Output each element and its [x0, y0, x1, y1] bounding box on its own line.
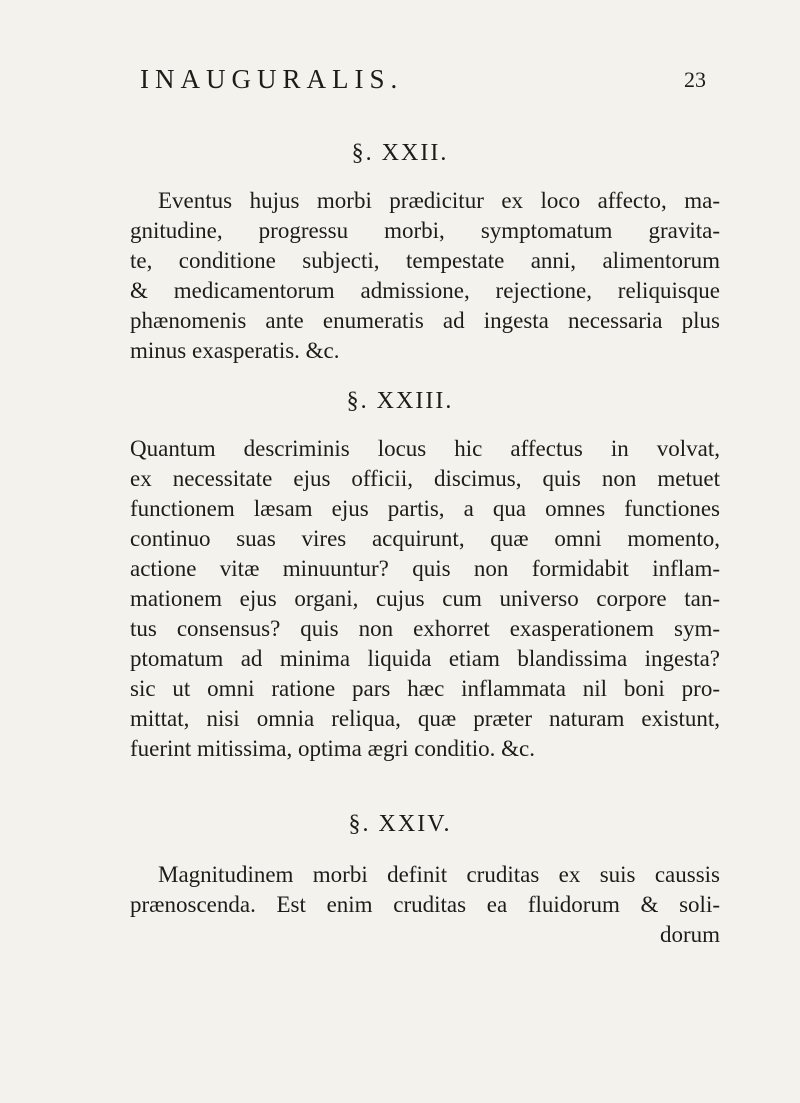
text-line: continuo suas vires acquirunt, quæ omni momento,: [130, 526, 720, 551]
section-xxii-text: [130, 186, 720, 366]
text-line: ptomatum ad minima liquida etiam blandissima ingesta?: [130, 646, 720, 671]
text-line: mittat, nisi omnia reliqua, quæ præter naturam existunt,: [130, 706, 720, 731]
text-line: sic ut omni ratione pars hæc inflammata nil boni pro-: [130, 676, 720, 701]
text-line: phænomenis ante enumeratis ad ingesta necessaria plus: [130, 308, 720, 333]
text-line: mationem ejus organi, cujus cum universo corpore tan-: [130, 586, 720, 611]
text-line: tus consensus? quis non exhorret exasperationem sym-: [130, 616, 720, 641]
text-line: actione vitæ minuuntur? quis non formidabit inflam-: [130, 556, 720, 581]
text-line: Quantum descriminis locus hic affectus in volvat,: [130, 436, 720, 461]
text-line: gnitudine, progressu morbi, symptomatum gravita-: [130, 218, 720, 243]
text-line: functionem læsam ejus partis, a qua omnes functiones: [130, 496, 720, 521]
section-xxiv-text: [130, 860, 720, 950]
text-line: Magnitudinem morbi definit cruditas ex suis caussis: [158, 862, 720, 887]
text-line: prænoscenda. Est enim cruditas ea fluidorum & soli-: [130, 892, 720, 917]
page-number: 23: [684, 67, 706, 92]
text-line: & medicamentorum admissione, rejectione, reliquisque: [130, 278, 720, 303]
text-line: Eventus hujus morbi prædicitur ex loco affecto, ma-: [158, 188, 720, 213]
running-title: INAUGURALIS.: [140, 64, 404, 94]
section-heading-xxii: §. XXII.: [351, 140, 449, 166]
section-heading-xxiii: §. XXIII.: [346, 388, 454, 414]
text-line: minus exasperatis. &c.: [130, 338, 340, 363]
catchword: dorum: [659, 922, 720, 947]
text-line: fuerint mitissima, optima ægri conditio. &c.: [130, 736, 536, 761]
section-heading-xxiv: §. XXIV.: [348, 811, 452, 837]
text-line: ex necessitate ejus officii, discimus, quis non metuet: [130, 466, 720, 491]
section-xxiii-text: [130, 434, 720, 764]
running-head: [0, 64, 800, 104]
text-line: te, conditione subjecti, tempestate anni, alimentorum: [130, 248, 720, 273]
